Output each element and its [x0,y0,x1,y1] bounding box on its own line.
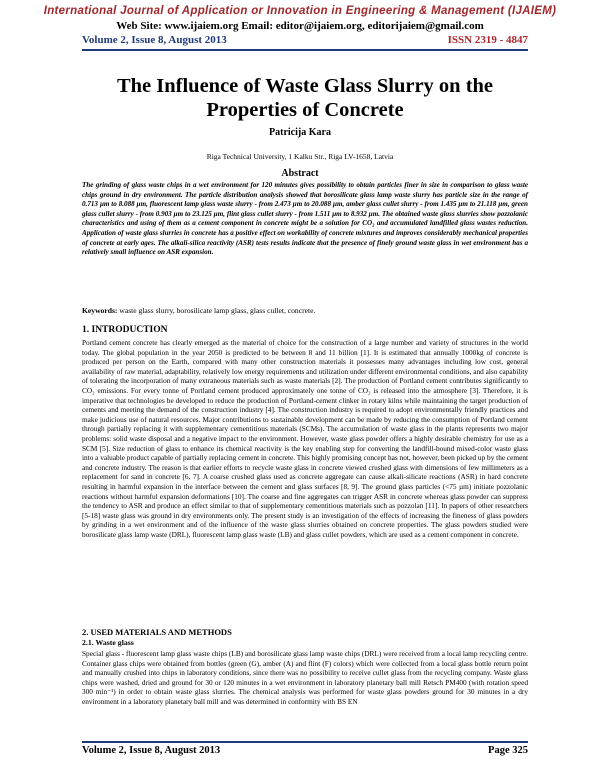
author: Patricija Kara [269,127,331,138]
volume-row [82,34,528,46]
issn: ISSN 2319 - 4847 [447,34,528,46]
header-rule [82,49,528,51]
footer-rule [82,741,528,743]
abstract-heading: Abstract [281,168,319,179]
footer-volume: Volume 2, Issue 8, August 2013 [82,745,221,756]
section-2-heading: 2. USED MATERIALS AND METHODS [82,627,232,637]
section-1-heading: 1. INTRODUCTION [82,325,168,335]
keywords [82,306,528,315]
abstract-text: The grinding of glass waste chips in a wet environment for 120 minutes gives possibility to obtain particles finer in size in comparison to glass waste chips ground in dry environment. The particle distribution analysis showed that borosilicate glass lamp waste slurry has particle size in the range of 0.713 µm to 8.088 µm, fluorescent lamp glass waste slurry - from 2.473 µm to 20.088 µm, amber glass cullet slurry - from 1.435 µm to 21.118 µm, green glass cullet slurry - from 0.903 µm to 23.125 µm, flint glass cullet slurry - from 1.511 µm to 8.932 µm. The obtained waste glass slurries show pozzolanic characteristics and using of them as a cement component in concrete might be a solution for CO₂ and accumulated landfilled glass wastes reduction. Application of waste glass slurries in concrete has a positive effect on workability of concrete mixtures and improves considerably mechanical properties of concrete at early ages. The alkali-silica reactivity (ASR) tests results indicate that the presence of finely ground waste glass in wet environment has a relatively small influence on ASR expansion. [82,181,528,257]
journal-website: Web Site: www.ijaiem.org Email: editor@ijaiem.org, editorijaiem@gmail.com [116,20,484,32]
affiliation: Riga Technical University, 1 Kalku Str., Riga LV-1658, Latvia [206,152,394,161]
journal-name: International Journal of Application or Innovation in Engineering & Management (IJAIEM) [43,5,557,17]
footer [82,745,528,756]
page-number: Page 325 [488,745,528,756]
section-2-1-heading: 2.1. Waste glass [82,638,134,647]
paper-title: The Influence of Waste Glass Slurry on the Properties of Concrete [116,75,494,121]
keywords-label: Keywords: [82,306,118,315]
materials-text: Special glass - fluorescent lamp glass waste chips (LB) and borosilicate glass lamp waste chips (DRL) were received from a local lamp recycling centre. Container glass chips were obtained from bottles (green (G), amber (A) and flint (F) colors) which were collected from a local glass bottle return point and manually crushed into chips in laboratory conditions, since there was no possibility to receive cullet glass from the recycling company. Waste glass chips were washed, dried and ground for 30 or 120 minutes in a wet environment in laboratory planetary ball mill Retsch PM400 (with rotation speed 300 min⁻¹) in order to obtain waste glass slurries. The chemical analysis was performed for waste glass powders ground for 30 minutes in a dry environment in a laboratory planetary ball mill and was determined in conformity with BS EN [82,649,528,706]
keywords-text: waste glass slurry, borosilicate lamp glass, glass cullet, concrete. [117,306,316,315]
volume-info: Volume 2, Issue 8, August 2013 [82,34,227,46]
introduction-text: Portland cement concrete has clearly emerged as the material of choice for the construction of a large number and variety of structures in the world today. The global population in the year 2050 is predicted to be between 8 and 11 billion [1]. It is estimated that annually 1000kg of concrete is produced per person on the Earth, compared with many other construction materials it possesses many advantages including low cost, general availability of raw material, adaptability, relatively low energy requirements and utilization under different environmental conditions, and also capability of tolerating the incorporation of many extraneous materials such as waste materials [2]. The production of Portland cement contributes significantly to CO₂ emissions. For every tonne of Portland cement produced approximately one tonne of CO₂ is released into the atmosphere [3]. Therefore, it is imperative that technologies be developed to reduce the production of Portland-cement clinker in rotary kilns while maintaining the target production of cements and meeting the demand of the construction industry [4]. The construction industry is required to adopt environmentally friendly practices and make judicious use of natural resources. Major contributions to sustainable development can be made by reducing the consumption of Portland cement through partially replacing it with supplementary cementitious materials (SCMs). The accumulation of waste glass in the plants represents two major problems: solid waste disposal and a negative impact to the environment. However, waste glass powder offers a highly desirable chemistry for use as a SCM [5]. Size reduction of glass to enhance its chemical reactivity is the key enabling step for converting the landfill-bound mixed-color waste glass into a valuable product capable of partially replacing cement in concrete. This highly promising concept has not, however, been picked up by the cement and concrete industry. The reason is that earlier efforts to recycle waste glass in concrete viewed crushed glass with dimensions of few millimeters as a replacement for sand in concrete [6, 7]. A coarse crushed glass used as concrete aggregate can cause alkali-silicate reactions (ASR) in hard concrete resulting in harmful expansion in the interface between the cement and glass surfaces [8, 9]. The ground glass particles (<75 µm) initiate pozzolanic reactions without harmful expansion deformations [10]. The coarse and fine aggregates can trigger ASR in concrete whereas glass powder can suppress the tendency to ASR and produce an effect similar to that of supplementary cementitious materials such as pozzolan [11]. In papers of other researchers [5-18] waste glass was ground in dry environments only. The present study is an investigation of the effects of increasing the fineness of glass powders by grinding in a wet environment and of the influence of the waste glass slurries obtained on concrete properties. The glass powders studied were borosilicate glass lamp waste (DRL), fluorescent lamp glass waste (LB) and glass cullet powders, which are used as a cement component in concrete. [82,338,528,539]
